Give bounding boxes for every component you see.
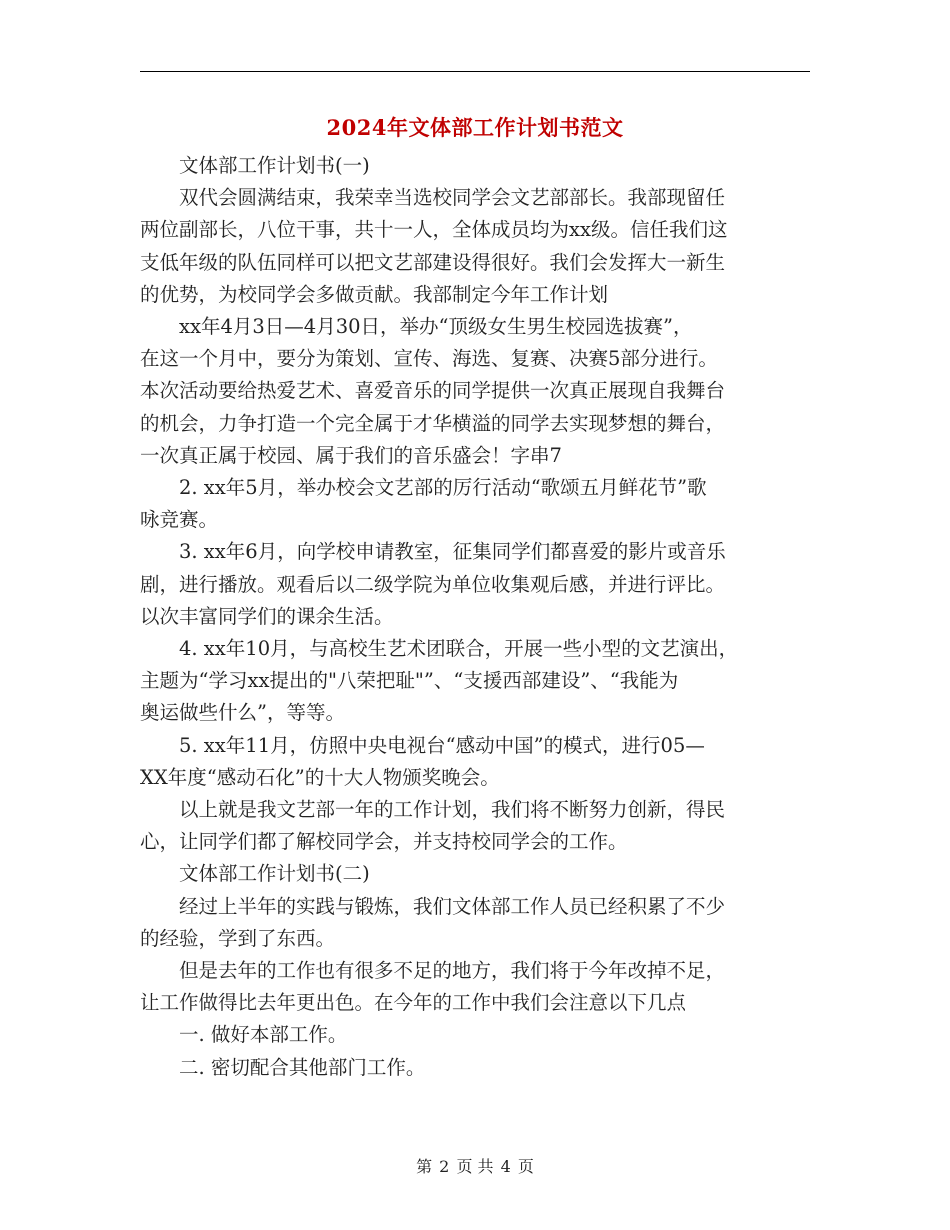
- list-point-1: 一. 做好本部工作。: [179, 1023, 348, 1047]
- list-point-2: 二. 密切配合其他部门工作。: [179, 1055, 426, 1079]
- header-rule: [140, 71, 810, 72]
- section-heading-2: 文体部工作计划书(二): [179, 862, 370, 886]
- paragraph-item-2: 2. xx年5月，举办校会文艺部的厉行活动“歌颂五月鲜花节”歌 咏竞赛。: [140, 476, 707, 532]
- paragraph-experience: 经过上半年的实践与锻炼，我们文体部工作人员已经积累了不少 的经验，学到了东西。: [140, 894, 726, 950]
- footer-middle: 页 共: [456, 1157, 494, 1176]
- document-body: [140, 150, 810, 1084]
- section-heading-1: 文体部工作计划书(一): [179, 154, 370, 177]
- paragraph-item-4: 4. xx年10月，与高校生艺术团联合，开展一些小型的文艺演出， 主题为“学习xx提出的"八荣把耻"”、“支援西部建设”、“我能为 奥运做些什么”，等等。: [140, 637, 739, 725]
- paragraph-item-5: 5. xx年11月，仿照中央电视台“感动中国”的模式，进行05— XX年度“感动石化”的十大人物颁奖晚会。: [140, 733, 705, 789]
- footer-page-number: 2: [439, 1157, 450, 1176]
- paragraph-intro: 双代会圆满结束，我荣幸当选校同学会文艺部部长。我部现留任 两位副部长，八位干事，共十一人，全体成员均为xx级。信任我们这 支低年级的队伍同样可以把文艺部建设得很好。我们会发挥大一新生 的优势，为校同学会多做贡献。我部制定今年工作计划: [140, 186, 728, 306]
- document-title: 2024年文体部工作计划书范文: [326, 115, 624, 140]
- paragraph-summary: 以上就是我文艺部一年的工作计划，我们将不断努力创新，得民 心，让同学们都了解校同学会，并支持校同学会的工作。: [140, 798, 726, 854]
- footer-suffix: 页: [517, 1157, 534, 1176]
- paragraph-improvement: 但是去年的工作也有很多不足的地方，我们将于今年改掉不足， 让工作做得比去年更出色。在今年的工作中我们会注意以下几点: [140, 959, 726, 1015]
- footer-prefix: 第: [416, 1157, 433, 1176]
- paragraph-item-1: xx年4月3日—4月30日，举办“顶级女生男生校园选拔赛”， 在这一个月中，要分为策划、宣传、海选、复赛、决赛5部分进行。 本次活动要给热爱艺术、喜爱音乐的同学提供一次真正展现自我舞台 的机会，力争打造一个完全属于才华横溢的同学去实现梦想的舞台， 一次真正属于校园、属于我们的音乐盛会！字串7: [140, 315, 726, 467]
- page-footer: [0, 1154, 950, 1177]
- paragraph-item-3: 3. xx年6月，向学校申请教室，征集同学们都喜爱的影片或音乐 剧，进行播放。观看后以二级学院为单位收集观后感，并进行评比。 以次丰富同学们的课余生活。: [140, 540, 726, 628]
- footer-total-pages: 4: [500, 1157, 511, 1176]
